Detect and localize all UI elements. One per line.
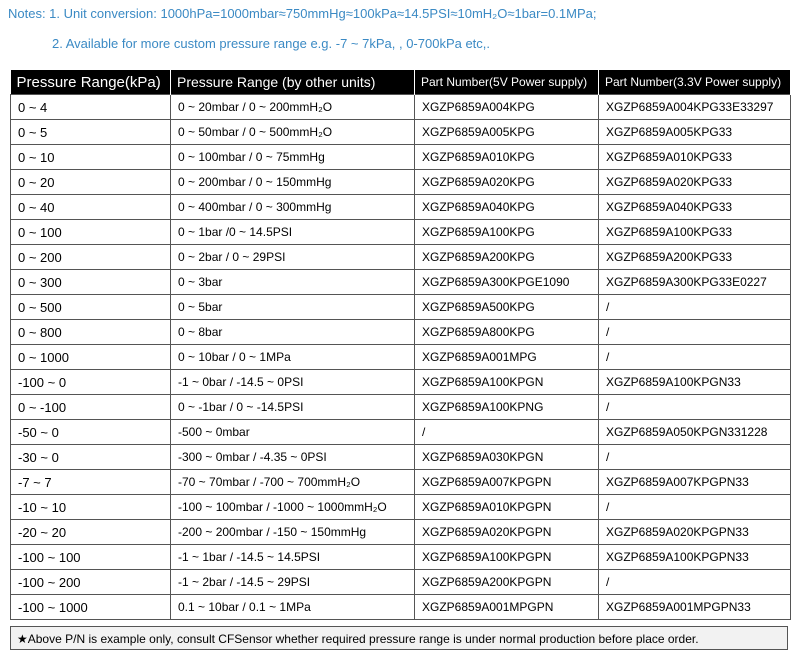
cell-part-number-3v3: XGZP6859A007KPGPN33 [599,470,791,495]
cell-pressure-range-kpa: 0 ~ 800 [11,320,171,345]
table-row [11,470,791,495]
table-row [11,345,791,370]
cell-pressure-range-other-units: 0.1 ~ 10bar / 0.1 ~ 1MPa [171,595,415,620]
cell-pressure-range-kpa: -100 ~ 100 [11,545,171,570]
cell-pressure-range-other-units: 0 ~ 200mbar / 0 ~ 150mmHg [171,170,415,195]
cell-part-number-3v3: / [599,320,791,345]
cell-pressure-range-other-units: -1 ~ 1bar / -14.5 ~ 14.5PSI [171,545,415,570]
cell-part-number-3v3: XGZP6859A200KPG33 [599,245,791,270]
cell-pressure-range-kpa: 0 ~ 100 [11,220,171,245]
footnote: ★Above P/N is example only, consult CFSensor whether required pressure range is under normal production before place order. [10,626,788,650]
cell-pressure-range-other-units: 0 ~ 100mbar / 0 ~ 75mmHg [171,145,415,170]
table-row [11,370,791,395]
cell-part-number-3v3: XGZP6859A100KPGN33 [599,370,791,395]
cell-part-number-5v: XGZP6859A300KPGE1090 [415,270,599,295]
header-part-number-3v3: Part Number(3.3V Power supply) [599,70,791,95]
cell-part-number-5v: XGZP6859A001MPGPN [415,595,599,620]
cell-pressure-range-kpa: 0 ~ 40 [11,195,171,220]
cell-pressure-range-other-units: -70 ~ 70mbar / -700 ~ 700mmH₂O [171,470,415,495]
cell-part-number-3v3: / [599,345,791,370]
cell-part-number-3v3: / [599,570,791,595]
cell-part-number-5v: XGZP6859A100KPG [415,220,599,245]
header-part-number-5v: Part Number(5V Power supply) [415,70,599,95]
cell-pressure-range-kpa: -100 ~ 200 [11,570,171,595]
cell-part-number-3v3: XGZP6859A040KPG33 [599,195,791,220]
cell-pressure-range-other-units: -1 ~ 2bar / -14.5 ~ 29PSI [171,570,415,595]
cell-pressure-range-other-units: 0 ~ 5bar [171,295,415,320]
table-row [11,570,791,595]
cell-pressure-range-other-units: 0 ~ 3bar [171,270,415,295]
cell-pressure-range-kpa: -50 ~ 0 [11,420,171,445]
cell-pressure-range-kpa: 0 ~ -100 [11,395,171,420]
cell-part-number-5v: XGZP6859A004KPG [415,95,599,120]
cell-pressure-range-kpa: 0 ~ 4 [11,95,171,120]
cell-pressure-range-kpa: 0 ~ 20 [11,170,171,195]
cell-pressure-range-kpa: -20 ~ 20 [11,520,171,545]
table-header-row [11,70,791,95]
cell-part-number-3v3: XGZP6859A001MPGPN33 [599,595,791,620]
cell-part-number-5v: XGZP6859A030KPGN [415,445,599,470]
table-row [11,120,791,145]
cell-pressure-range-other-units: 0 ~ 50mbar / 0 ~ 500mmH₂O [171,120,415,145]
cell-pressure-range-other-units: 0 ~ 2bar / 0 ~ 29PSI [171,245,415,270]
cell-pressure-range-other-units: -200 ~ 200mbar / -150 ~ 150mmHg [171,520,415,545]
cell-part-number-5v: XGZP6859A020KPGPN [415,520,599,545]
cell-pressure-range-kpa: -10 ~ 10 [11,495,171,520]
cell-pressure-range-other-units: 0 ~ 20mbar / 0 ~ 200mmH₂O [171,95,415,120]
cell-pressure-range-kpa: 0 ~ 10 [11,145,171,170]
cell-pressure-range-other-units: 0 ~ 10bar / 0 ~ 1MPa [171,345,415,370]
cell-pressure-range-other-units: -500 ~ 0mbar [171,420,415,445]
note-unit-conversion: Notes: 1. Unit conversion: 1000hPa=1000mbar≈750mmHg≈100kPa≈14.5PSI≈10mH₂O≈1bar=0.1MPa; [8,6,597,21]
cell-part-number-3v3: XGZP6859A010KPG33 [599,145,791,170]
cell-pressure-range-other-units: -1 ~ 0bar / -14.5 ~ 0PSI [171,370,415,395]
table-row [11,95,791,120]
cell-part-number-3v3: XGZP6859A100KPG33 [599,220,791,245]
table-row [11,320,791,345]
cell-part-number-3v3: / [599,395,791,420]
cell-part-number-5v: XGZP6859A001MPG [415,345,599,370]
cell-pressure-range-kpa: -100 ~ 1000 [11,595,171,620]
cell-part-number-5v: XGZP6859A200KPG [415,245,599,270]
cell-part-number-3v3: / [599,495,791,520]
cell-pressure-range-other-units: -300 ~ 0mbar / -4.35 ~ 0PSI [171,445,415,470]
cell-pressure-range-kpa: 0 ~ 500 [11,295,171,320]
cell-part-number-5v: XGZP6859A005KPG [415,120,599,145]
cell-pressure-range-other-units: -100 ~ 100mbar / -1000 ~ 1000mmH₂O [171,495,415,520]
cell-pressure-range-other-units: 0 ~ 400mbar / 0 ~ 300mmHg [171,195,415,220]
cell-pressure-range-kpa: 0 ~ 1000 [11,345,171,370]
cell-pressure-range-kpa: -30 ~ 0 [11,445,171,470]
notes [8,4,597,54]
table-row [11,520,791,545]
cell-part-number-5v: XGZP6859A800KPG [415,320,599,345]
cell-part-number-3v3: / [599,445,791,470]
cell-part-number-5v: XGZP6859A100KPNG [415,395,599,420]
cell-pressure-range-kpa: 0 ~ 5 [11,120,171,145]
table-row [11,420,791,445]
cell-part-number-5v: XGZP6859A500KPG [415,295,599,320]
cell-part-number-3v3: XGZP6859A004KPG33E33297 [599,95,791,120]
cell-part-number-3v3: XGZP6859A100KPGPN33 [599,545,791,570]
cell-part-number-5v: XGZP6859A100KPGPN [415,545,599,570]
cell-part-number-5v: XGZP6859A010KPGPN [415,495,599,520]
table-row [11,295,791,320]
table-row [11,595,791,620]
cell-pressure-range-kpa: -100 ~ 0 [11,370,171,395]
cell-part-number-3v3: XGZP6859A050KPGN331228 [599,420,791,445]
cell-pressure-range-kpa: 0 ~ 200 [11,245,171,270]
cell-part-number-3v3: XGZP6859A300KPG33E0227 [599,270,791,295]
cell-pressure-range-other-units: 0 ~ -1bar / 0 ~ -14.5PSI [171,395,415,420]
cell-pressure-range-kpa: 0 ~ 300 [11,270,171,295]
cell-part-number-5v: XGZP6859A100KPGN [415,370,599,395]
cell-part-number-3v3: XGZP6859A020KPGPN33 [599,520,791,545]
table-row [11,195,791,220]
cell-part-number-3v3: XGZP6859A005KPG33 [599,120,791,145]
cell-part-number-3v3: / [599,295,791,320]
table-row [11,270,791,295]
pressure-range-table [10,70,791,620]
header-pressure-range-other-units: Pressure Range (by other units) [171,70,415,95]
note-custom-range: 2. Available for more custom pressure range e.g. -7 ~ 7kPa, , 0-700kPa etc,. [52,36,491,51]
table-row [11,495,791,520]
table-row [11,445,791,470]
cell-part-number-5v: XGZP6859A007KPGPN [415,470,599,495]
table-row [11,220,791,245]
cell-part-number-3v3: XGZP6859A020KPG33 [599,170,791,195]
table-row [11,395,791,420]
cell-pressure-range-other-units: 0 ~ 1bar /0 ~ 14.5PSI [171,220,415,245]
table-row [11,170,791,195]
cell-pressure-range-kpa: -7 ~ 7 [11,470,171,495]
cell-part-number-5v: / [415,420,599,445]
cell-pressure-range-other-units: 0 ~ 8bar [171,320,415,345]
table-row [11,145,791,170]
table-body [11,95,791,620]
table-row [11,545,791,570]
table-row [11,245,791,270]
cell-part-number-5v: XGZP6859A010KPG [415,145,599,170]
cell-part-number-5v: XGZP6859A040KPG [415,195,599,220]
header-pressure-range-kpa: Pressure Range(kPa) [11,70,171,95]
cell-part-number-5v: XGZP6859A020KPG [415,170,599,195]
cell-part-number-5v: XGZP6859A200KPGPN [415,570,599,595]
